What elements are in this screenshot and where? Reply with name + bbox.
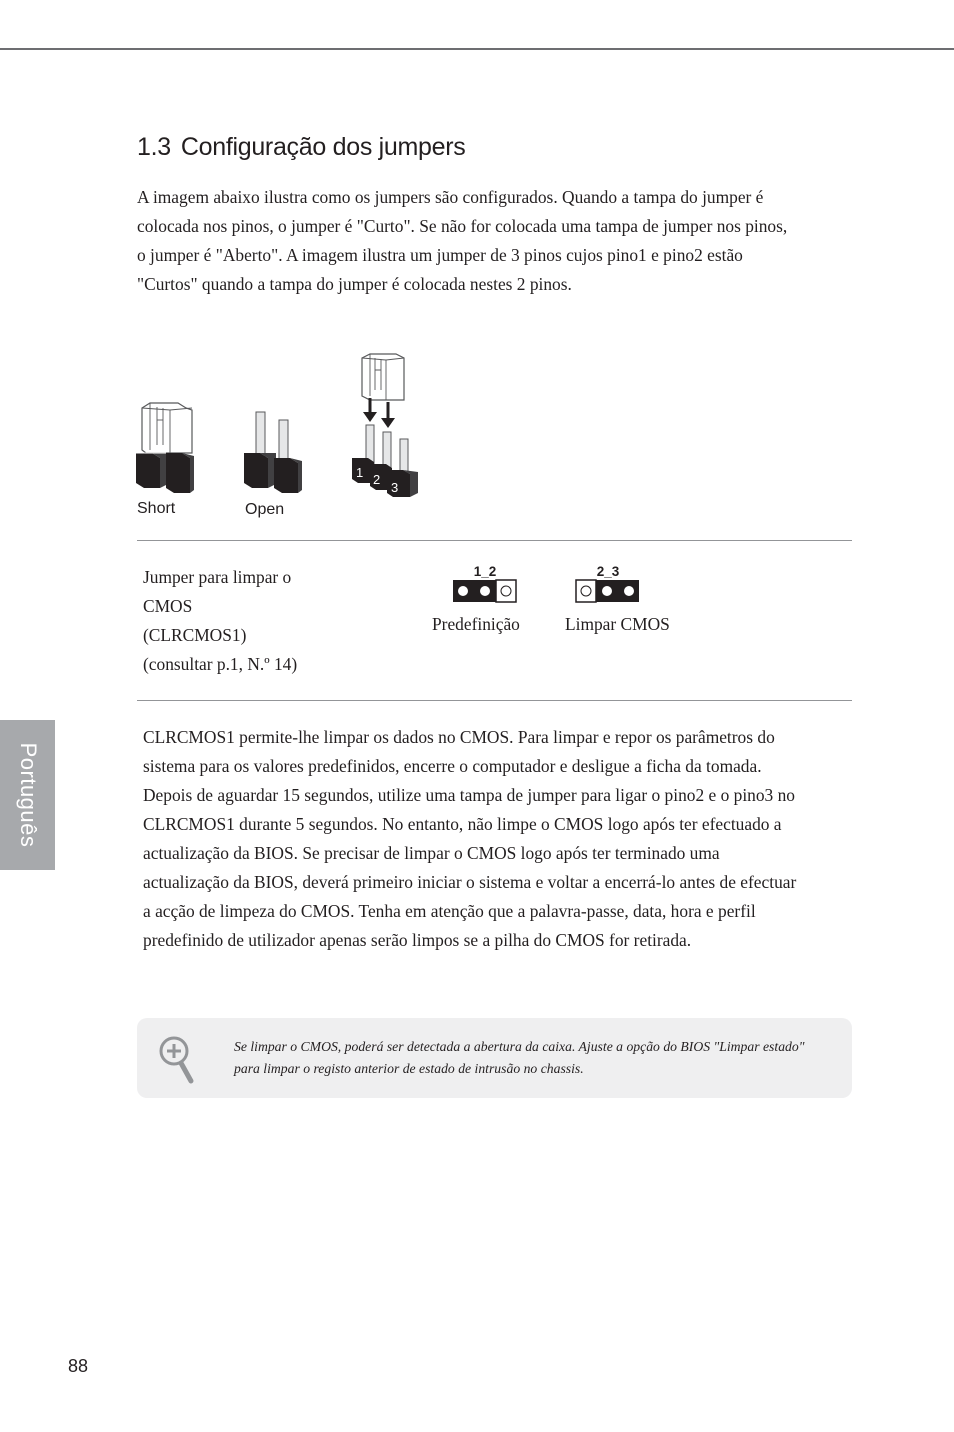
jumper-description-line: Jumper para limpar o: [143, 567, 292, 587]
clear-caption: Limpar CMOS: [565, 614, 670, 634]
note-box: [137, 1018, 852, 1098]
open-jumper-drawing: [244, 412, 302, 493]
clear-pins-diagram: [575, 579, 641, 603]
section-number: 1.3: [137, 133, 171, 161]
body-paragraph: CLRCMOS1 permite-lhe limpar os dados no CMOS. Para limpar e repor os parâmetros do sistema para os valores predefinidos, encerre o computador e desligue a ficha da tomada. Depois de aguardar 15 segundos, utilize uma tampa de jumper para ligar o pino2 e o pino3 no CLRCMOS1 durante 5 segundos. No entanto, não limpe o CMOS logo após ter efectuado a actualização da BIOS. Se precisar de limpar o CMOS logo após ter terminado uma actualização da BIOS, deverá primeiro iniciar o sistema e voltar a encerrá-lo antes de efectuar a acção de limpeza do CMOS. Tenha em atenção que a palavra-passe, data, hora e perfil predefinido de utilizador apenas serão limpos se a pilha do CMOS for retirada.: [143, 727, 797, 950]
note-text: Se limpar o CMOS, poderá ser detectada a abertura da caixa. Ajuste a opção do BIOS "Limpar estado" para limpar o registo anterior de estado de intrusão no chassis.: [234, 1039, 805, 1076]
open-label: Open: [245, 501, 285, 518]
jumper-description-line: (CLRCMOS1): [143, 625, 247, 645]
short-label: Short: [137, 500, 176, 517]
pin-dot: [480, 586, 490, 596]
top-rule: [0, 48, 954, 50]
jumper-description-line: (consultar p.1, N.º 14): [143, 654, 298, 674]
jumper-description: [143, 563, 343, 679]
default-pins-diagram: [452, 579, 518, 603]
section-title: Configuração dos jumpers: [180, 133, 466, 161]
default-pinset: [452, 564, 518, 608]
page-number: 88: [68, 1356, 89, 1376]
table-top-rule: [137, 540, 852, 541]
pin-number-2: 2: [373, 472, 381, 487]
section-heading: [137, 133, 465, 162]
jumper-illustration: [130, 350, 440, 525]
pin-dot: [581, 586, 591, 596]
language-side-tab: [0, 720, 55, 870]
clear-pinset: [575, 564, 641, 608]
pin-dot: [602, 586, 612, 596]
default-caption: Predefinição: [432, 614, 520, 634]
language-label: Português: [15, 742, 41, 848]
intro-paragraph: A imagem abaixo ilustra como os jumpers são configurados. Quando a tampa do jumper é colocada nos pinos, o jumper é "Curto". Se não for colocada uma tampa de jumper nos pinos, o jumper é "Aberto". A imagem ilustra um jumper de 3 pinos cujos pino1 e pino2 estão "Curtos" quando a tampa do jumper é colocada nestes 2 pinos.: [137, 187, 788, 294]
table-bottom-rule: [137, 700, 852, 701]
pin-number-3: 3: [391, 480, 399, 495]
pin-number-1: 1: [356, 465, 364, 480]
pin-dot: [458, 586, 468, 596]
default-pins-label: 1_2: [473, 564, 497, 579]
clear-pins-label: 2_3: [596, 564, 620, 579]
pin-dot: [501, 586, 511, 596]
pin-dot: [624, 586, 634, 596]
short-jumper-drawing: [136, 403, 194, 493]
magnifier-plus-icon: [157, 1035, 199, 1085]
jumper-description-line: CMOS: [143, 596, 193, 616]
